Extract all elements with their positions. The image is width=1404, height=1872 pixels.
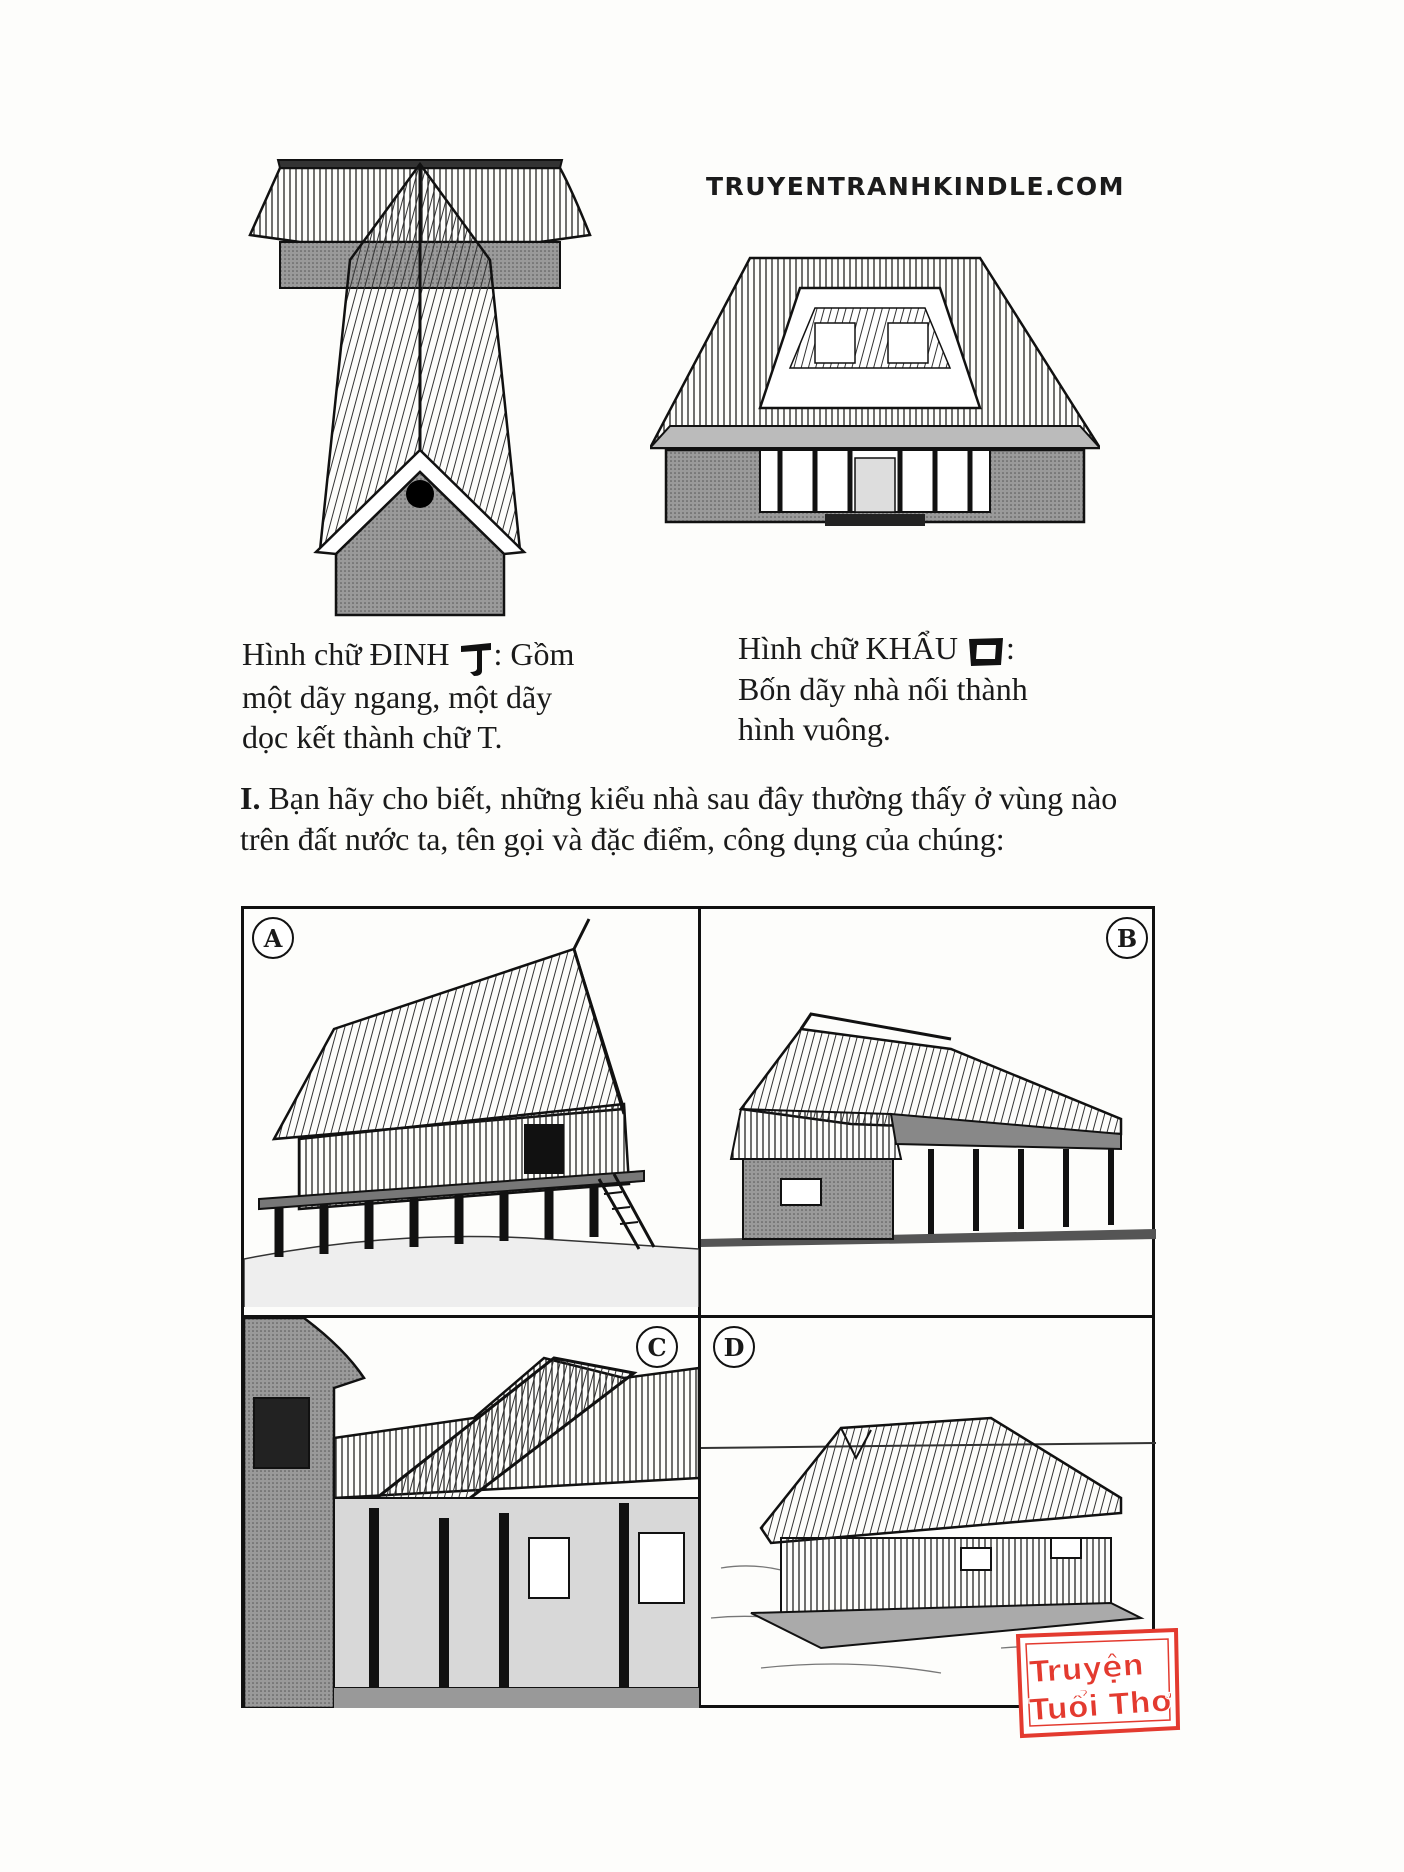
khau-caption-line-3: hình vuông. — [738, 710, 891, 747]
panel-c-label: C — [636, 1326, 678, 1368]
question-number: I. — [240, 780, 261, 816]
panel-b-label: B — [1106, 917, 1148, 959]
dinh-caption — [242, 634, 662, 757]
khau-caption — [738, 628, 1158, 749]
panel-b — [701, 909, 1156, 1307]
khau-character-glyph — [966, 635, 1006, 669]
panel-a-label: A — [252, 917, 294, 959]
khau-caption-suffix: : — [1005, 630, 1015, 666]
dinh-caption-line-1 — [242, 634, 662, 677]
dinh-caption-line-3: dọc kết thành chữ T. — [242, 718, 503, 755]
logo-line-1: Truyện — [1028, 1647, 1146, 1691]
watermark-text: TRUYENTRANHKINDLE.COM — [706, 172, 1126, 201]
dinh-caption-line-2: một dãy ngang, một dãy — [242, 678, 553, 715]
khau-house-illustration — [650, 248, 1100, 538]
panel-d-label: D — [713, 1326, 755, 1368]
dinh-house-illustration — [240, 150, 600, 620]
panel-a — [244, 909, 699, 1307]
question-text-block — [240, 778, 1140, 860]
logo-line-2: Tuổi Thơ — [1028, 1683, 1173, 1729]
panel-c — [244, 1318, 699, 1716]
khau-caption-line-2: Bốn dãy nhà nối thành — [738, 670, 1028, 707]
dinh-caption-suffix: : Gồm — [493, 636, 575, 672]
dinh-caption-title: Hình chữ ĐINH — [242, 636, 450, 672]
khau-caption-line-1 — [738, 628, 1158, 669]
stilt-house-illustration — [244, 909, 699, 1307]
khau-caption-title: Hình chữ KHẨU — [738, 630, 958, 666]
question-body: Bạn hãy cho biết, những kiểu nhà sau đây thường thấy ở vùng nào trên đất nước ta, tên gọi và đặc điểm, công dụng của chúng: — [240, 780, 1118, 857]
thatched-house-illustration — [701, 909, 1156, 1307]
house-picture-grid — [241, 906, 1155, 1708]
dinh-character-glyph — [458, 639, 494, 677]
tiled-street-houses-illustration — [244, 1318, 699, 1708]
truyen-tuoi-tho-logo — [1012, 1628, 1182, 1740]
